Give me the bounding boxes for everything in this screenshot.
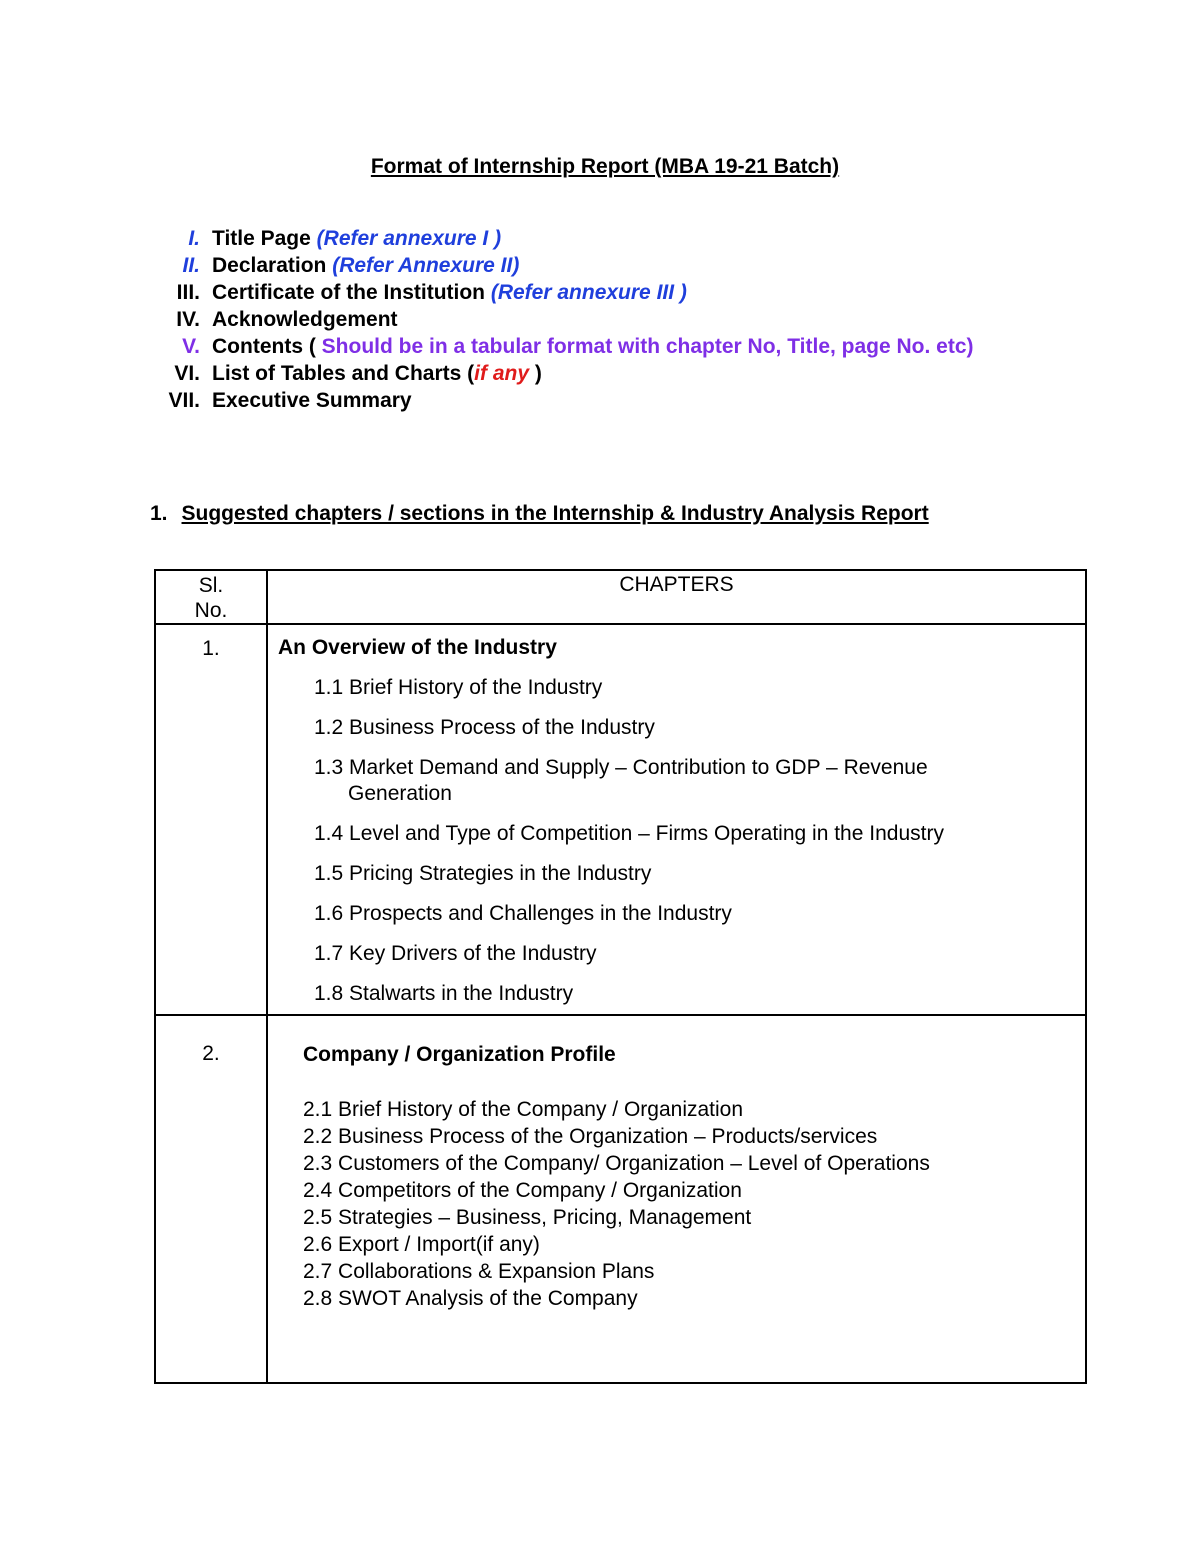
subsection-item: 1.5 Pricing Strategies in the Industry xyxy=(314,862,652,885)
subsection-item: 2.3 Customers of the Company/ Organization – Level of Operations xyxy=(303,1152,930,1175)
item-label: Declaration xyxy=(212,254,327,277)
subsection-item: 2.5 Strategies – Business, Pricing, Management xyxy=(303,1206,752,1229)
subsection-item: 2.1 Brief History of the Company / Organization xyxy=(303,1098,744,1121)
item-number: II. xyxy=(182,254,200,277)
list-item xyxy=(150,333,1050,360)
item-label: Title Page xyxy=(212,227,311,250)
subsection-item: 1.2 Business Process of the Industry xyxy=(314,716,655,739)
sl-header-line: No. xyxy=(194,599,228,622)
item-number: VI. xyxy=(174,362,200,385)
item-label: Contents ( xyxy=(212,335,316,358)
item-number: III. xyxy=(176,281,200,304)
item-note: Should be in a tabular format with chapter No, Title, page No. etc) xyxy=(321,335,974,358)
sl-header-line: Sl. xyxy=(198,574,224,597)
chapter-title: Company / Organization Profile xyxy=(303,1043,616,1066)
subsection-item: 2.6 Export / Import(if any) xyxy=(303,1233,540,1256)
subsection-continuation: Generation xyxy=(348,782,452,805)
table-row xyxy=(155,1015,1086,1383)
chapters-table xyxy=(154,569,1087,1384)
subsection-item: 2.2 Business Process of the Organization – Products/services xyxy=(303,1125,878,1148)
subsection-item: 1.1 Brief History of the Industry xyxy=(314,676,603,699)
item-label-end: ) xyxy=(529,362,542,385)
section-heading xyxy=(150,502,929,526)
list-item xyxy=(150,387,1050,414)
table-row xyxy=(155,624,1086,1015)
list-item xyxy=(150,225,1050,252)
chapter-number: 1. xyxy=(155,624,267,1015)
subsection-text: 1.3 Market Demand and Supply – Contribution to GDP – Revenue xyxy=(314,756,928,779)
item-label: Acknowledgement xyxy=(212,308,398,331)
section-number: 1. xyxy=(150,502,168,525)
front-matter-list xyxy=(150,225,1050,414)
subsection-item: 2.4 Competitors of the Company / Organization xyxy=(303,1179,742,1202)
chapter-cell xyxy=(267,624,1086,1015)
list-item xyxy=(150,279,1050,306)
table-header-row xyxy=(155,570,1086,624)
subsection-item: 1.6 Prospects and Challenges in the Industry xyxy=(314,902,732,925)
item-number: V. xyxy=(182,335,200,358)
item-number: VII. xyxy=(168,389,200,412)
chapter-cell xyxy=(267,1015,1086,1383)
item-note: (Refer annexure I ) xyxy=(316,227,502,250)
item-number: I. xyxy=(188,227,200,250)
item-label: Executive Summary xyxy=(212,389,412,412)
subsection-item xyxy=(314,755,1085,807)
subsection-item: 1.4 Level and Type of Competition – Firms Operating in the Industry xyxy=(314,822,944,845)
document-title: Format of Internship Report (MBA 19-21 Batch) xyxy=(370,155,840,178)
item-number: IV. xyxy=(176,308,200,331)
item-note: (Refer annexure III ) xyxy=(490,281,687,304)
item-note: (Refer Annexure II) xyxy=(332,254,520,277)
item-note: if any xyxy=(474,362,530,385)
subsection-item: 2.7 Collaborations & Expansion Plans xyxy=(303,1260,655,1283)
list-item xyxy=(150,252,1050,279)
subsection-item: 1.7 Key Drivers of the Industry xyxy=(314,942,597,965)
section-title: Suggested chapters / sections in the Internship & Industry Analysis Report xyxy=(181,502,929,525)
sl-no-header xyxy=(155,570,267,624)
list-item xyxy=(150,360,1050,387)
chapter-number: 2. xyxy=(155,1015,267,1383)
item-label: Certificate of the Institution xyxy=(212,281,485,304)
chapters-header: CHAPTERS xyxy=(267,570,1086,624)
item-label: List of Tables and Charts ( xyxy=(212,362,475,385)
subsection-item: 1.8 Stalwarts in the Industry xyxy=(314,982,574,1005)
subsection-item: 2.8 SWOT Analysis of the Company xyxy=(303,1287,638,1310)
list-item xyxy=(150,306,1050,333)
chapter-title: An Overview of the Industry xyxy=(278,636,557,659)
